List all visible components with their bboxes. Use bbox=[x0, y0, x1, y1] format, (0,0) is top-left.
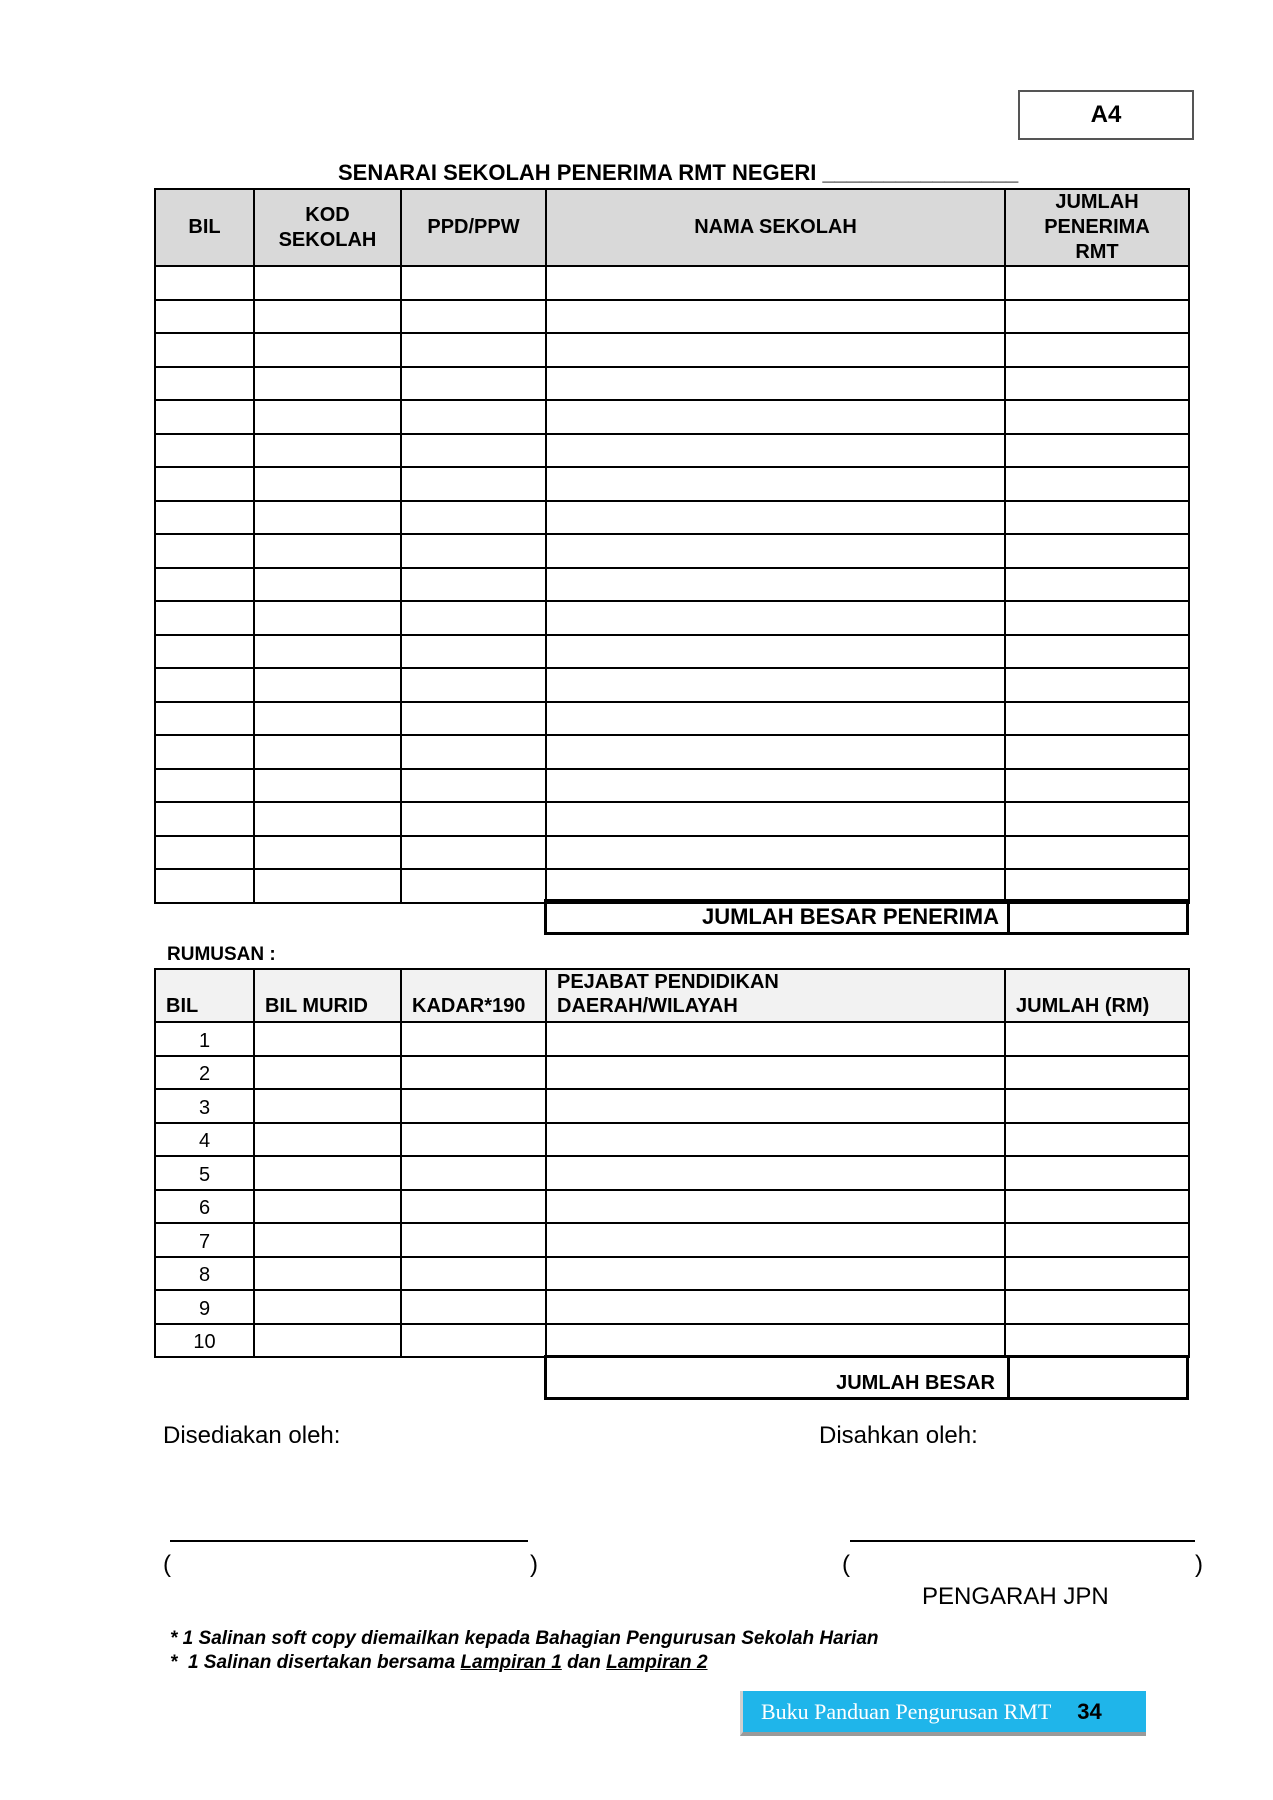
table-cell[interactable] bbox=[401, 601, 546, 635]
table-cell[interactable] bbox=[546, 400, 1005, 434]
summary-cell[interactable] bbox=[1005, 1290, 1189, 1324]
page-number: 34 bbox=[1077, 1698, 1102, 1724]
summary-cell[interactable] bbox=[1005, 1123, 1189, 1157]
table-cell[interactable] bbox=[155, 668, 254, 702]
table-cell[interactable] bbox=[254, 668, 401, 702]
summary-row-number: 3 bbox=[155, 1089, 254, 1123]
footer-banner bbox=[740, 1691, 1146, 1736]
table-cell[interactable] bbox=[155, 735, 254, 769]
summary-row bbox=[155, 1190, 1189, 1224]
table-cell[interactable] bbox=[1005, 367, 1189, 401]
table-cell[interactable] bbox=[546, 367, 1005, 401]
summary-row-number: 8 bbox=[155, 1257, 254, 1291]
summary-cell[interactable] bbox=[1005, 1089, 1189, 1123]
table-cell[interactable] bbox=[1005, 333, 1189, 367]
table-cell[interactable] bbox=[546, 802, 1005, 836]
summary-cell[interactable] bbox=[254, 1190, 401, 1224]
table-cell[interactable] bbox=[254, 501, 401, 535]
note-2-prefix: * 1 Salinan disertakan bersama bbox=[170, 1652, 461, 1673]
summary-cell[interactable] bbox=[401, 1056, 546, 1090]
table-cell[interactable] bbox=[155, 601, 254, 635]
summary-row bbox=[155, 1290, 1189, 1324]
table-cell[interactable] bbox=[546, 836, 1005, 870]
summary-cell[interactable] bbox=[254, 1022, 401, 1056]
summary-header-bil-murid: BIL MURID bbox=[254, 969, 401, 1022]
table-cell[interactable] bbox=[254, 266, 401, 300]
table-cell[interactable] bbox=[254, 568, 401, 602]
header-kod-sekolah: KOD SEKOLAH bbox=[254, 189, 401, 266]
form-code-box bbox=[1018, 90, 1194, 140]
summary-cell[interactable] bbox=[546, 1123, 1005, 1157]
table-cell[interactable] bbox=[155, 501, 254, 535]
table-row bbox=[155, 534, 1189, 568]
table-cell[interactable] bbox=[401, 568, 546, 602]
header-nama-sekolah: NAMA SEKOLAH bbox=[546, 189, 1005, 266]
table-row bbox=[155, 836, 1189, 870]
table-cell[interactable] bbox=[1005, 735, 1189, 769]
summary-cell[interactable] bbox=[546, 1022, 1005, 1056]
table-cell[interactable] bbox=[1005, 434, 1189, 468]
summary-row bbox=[155, 1022, 1189, 1056]
table-cell[interactable] bbox=[546, 300, 1005, 334]
table-cell[interactable] bbox=[546, 467, 1005, 501]
summary-cell[interactable] bbox=[546, 1156, 1005, 1190]
summary-cell[interactable] bbox=[254, 1257, 401, 1291]
summary-cell[interactable] bbox=[546, 1056, 1005, 1090]
table-cell[interactable] bbox=[155, 635, 254, 669]
table-cell[interactable] bbox=[1005, 266, 1189, 300]
summary-cell[interactable] bbox=[254, 1089, 401, 1123]
note-2-mid: dan bbox=[561, 1652, 607, 1673]
summary-cell[interactable] bbox=[254, 1123, 401, 1157]
table-cell[interactable] bbox=[155, 300, 254, 334]
summary-cell[interactable] bbox=[546, 1257, 1005, 1291]
table-row bbox=[155, 467, 1189, 501]
table-cell[interactable] bbox=[1005, 668, 1189, 702]
table-cell[interactable] bbox=[401, 702, 546, 736]
approved-by-close-paren: ) bbox=[1195, 1551, 1203, 1578]
table-cell[interactable] bbox=[401, 400, 546, 434]
summary-table bbox=[154, 968, 1190, 1358]
summary-row bbox=[155, 1089, 1189, 1123]
grand-total-recipients-value[interactable] bbox=[1010, 902, 1186, 932]
table-cell[interactable] bbox=[401, 300, 546, 334]
table-cell[interactable] bbox=[401, 333, 546, 367]
table-cell[interactable] bbox=[155, 568, 254, 602]
table-cell[interactable] bbox=[155, 836, 254, 870]
table-cell[interactable] bbox=[401, 501, 546, 535]
table-cell[interactable] bbox=[254, 802, 401, 836]
table-row bbox=[155, 266, 1189, 300]
summary-cell[interactable] bbox=[401, 1324, 546, 1358]
table-cell[interactable] bbox=[546, 635, 1005, 669]
prepared-by-open-paren: ( bbox=[163, 1551, 171, 1578]
summary-cell[interactable] bbox=[254, 1324, 401, 1358]
table-cell[interactable] bbox=[254, 534, 401, 568]
summary-row-number: 7 bbox=[155, 1223, 254, 1257]
summary-cell[interactable] bbox=[401, 1257, 546, 1291]
summary-cell[interactable] bbox=[254, 1156, 401, 1190]
table-row bbox=[155, 367, 1189, 401]
prepared-by-close-paren: ) bbox=[530, 1551, 538, 1578]
prepared-by-signature-line[interactable] bbox=[170, 1540, 528, 1542]
summary-cell[interactable] bbox=[546, 1190, 1005, 1224]
table-cell[interactable] bbox=[254, 702, 401, 736]
table-cell[interactable] bbox=[1005, 802, 1189, 836]
table-cell[interactable] bbox=[1005, 702, 1189, 736]
table-cell[interactable] bbox=[546, 601, 1005, 635]
summary-header-kadar: KADAR*190 bbox=[401, 969, 546, 1022]
summary-row-number: 4 bbox=[155, 1123, 254, 1157]
table-cell[interactable] bbox=[546, 869, 1005, 903]
table-row bbox=[155, 635, 1189, 669]
table-row bbox=[155, 869, 1189, 903]
table-cell[interactable] bbox=[546, 735, 1005, 769]
table-cell[interactable] bbox=[546, 668, 1005, 702]
table-row bbox=[155, 501, 1189, 535]
summary-cell[interactable] bbox=[254, 1223, 401, 1257]
summary-row-number: 2 bbox=[155, 1056, 254, 1090]
note-2 bbox=[170, 1652, 708, 1674]
summary-cell[interactable] bbox=[546, 1223, 1005, 1257]
table-cell[interactable] bbox=[546, 769, 1005, 803]
table-row bbox=[155, 400, 1189, 434]
summary-cell[interactable] bbox=[401, 1022, 546, 1056]
table-cell[interactable] bbox=[155, 467, 254, 501]
table-row bbox=[155, 300, 1189, 334]
summary-cell[interactable] bbox=[401, 1290, 546, 1324]
table-cell[interactable] bbox=[254, 601, 401, 635]
table-cell[interactable] bbox=[155, 534, 254, 568]
grand-total-value[interactable] bbox=[1010, 1358, 1186, 1397]
summary-cell[interactable] bbox=[1005, 1056, 1189, 1090]
table-cell[interactable] bbox=[254, 400, 401, 434]
table-cell[interactable] bbox=[401, 668, 546, 702]
summary-cell[interactable] bbox=[401, 1089, 546, 1123]
table-cell[interactable] bbox=[401, 266, 546, 300]
school-list-table bbox=[154, 188, 1190, 904]
table-cell[interactable] bbox=[155, 869, 254, 903]
summary-cell[interactable] bbox=[1005, 1257, 1189, 1291]
grand-total-recipients bbox=[544, 899, 1189, 935]
table-cell[interactable] bbox=[401, 802, 546, 836]
lampiran-1-link[interactable]: Lampiran 1 bbox=[460, 1652, 562, 1673]
table-cell[interactable] bbox=[1005, 501, 1189, 535]
footer-text: Buku Panduan Pengurusan RMT bbox=[761, 1698, 1052, 1724]
table-row bbox=[155, 735, 1189, 769]
table-cell[interactable] bbox=[401, 735, 546, 769]
summary-row bbox=[155, 1123, 1189, 1157]
rumusan-label: RUMUSAN : bbox=[167, 944, 276, 965]
table-row bbox=[155, 333, 1189, 367]
table-cell[interactable] bbox=[254, 836, 401, 870]
grand-total bbox=[544, 1355, 1189, 1400]
header-bil: BIL bbox=[155, 189, 254, 266]
summary-cell[interactable] bbox=[546, 1324, 1005, 1358]
table-row bbox=[155, 769, 1189, 803]
table-cell[interactable] bbox=[155, 266, 254, 300]
table-cell[interactable] bbox=[254, 333, 401, 367]
table-cell[interactable] bbox=[254, 300, 401, 334]
table-cell[interactable] bbox=[401, 869, 546, 903]
approved-by-label: Disahkan oleh: bbox=[819, 1422, 978, 1449]
summary-row bbox=[155, 1324, 1189, 1358]
summary-cell[interactable] bbox=[401, 1156, 546, 1190]
table-cell[interactable] bbox=[401, 534, 546, 568]
summary-header-row bbox=[155, 969, 1189, 1022]
summary-cell[interactable] bbox=[1005, 1223, 1189, 1257]
summary-row-number: 10 bbox=[155, 1324, 254, 1358]
summary-cell[interactable] bbox=[546, 1089, 1005, 1123]
summary-cell[interactable] bbox=[1005, 1022, 1189, 1056]
table-cell[interactable] bbox=[1005, 836, 1189, 870]
table-cell[interactable] bbox=[155, 333, 254, 367]
summary-cell[interactable] bbox=[1005, 1324, 1189, 1358]
table-cell[interactable] bbox=[254, 434, 401, 468]
table-row bbox=[155, 802, 1189, 836]
table-cell[interactable] bbox=[254, 467, 401, 501]
note-1: * 1 Salinan soft copy diemailkan kepada Bahagian Pengurusan Sekolah Harian bbox=[170, 1628, 879, 1649]
approved-by-signature-line[interactable] bbox=[850, 1540, 1195, 1542]
table-cell[interactable] bbox=[155, 769, 254, 803]
summary-header-pejabat: PEJABAT PENDIDIKAN DAERAH/WILAYAH bbox=[546, 969, 1005, 1022]
table-cell[interactable] bbox=[254, 869, 401, 903]
table-cell[interactable] bbox=[546, 702, 1005, 736]
table-cell[interactable] bbox=[155, 702, 254, 736]
summary-header-jumlah-rm: JUMLAH (RM) bbox=[1005, 969, 1189, 1022]
header-jumlah-penerima: JUMLAH PENERIMA RMT bbox=[1005, 189, 1189, 266]
table-cell[interactable] bbox=[254, 735, 401, 769]
table-cell[interactable] bbox=[546, 568, 1005, 602]
summary-row bbox=[155, 1257, 1189, 1291]
table-cell[interactable] bbox=[254, 635, 401, 669]
summary-cell[interactable] bbox=[254, 1056, 401, 1090]
table-cell[interactable] bbox=[401, 769, 546, 803]
summary-row-number: 1 bbox=[155, 1022, 254, 1056]
table-cell[interactable] bbox=[401, 467, 546, 501]
table-row bbox=[155, 434, 1189, 468]
table-cell[interactable] bbox=[1005, 568, 1189, 602]
summary-cell[interactable] bbox=[401, 1123, 546, 1157]
summary-cell[interactable] bbox=[1005, 1156, 1189, 1190]
table-cell[interactable] bbox=[546, 266, 1005, 300]
table-cell[interactable] bbox=[1005, 601, 1189, 635]
summary-cell[interactable] bbox=[546, 1290, 1005, 1324]
page-title: SENARAI SEKOLAH PENERIMA RMT NEGERI ________________ bbox=[338, 160, 1019, 185]
table-cell[interactable] bbox=[1005, 300, 1189, 334]
table-cell[interactable] bbox=[155, 802, 254, 836]
table-cell[interactable] bbox=[1005, 534, 1189, 568]
table-cell[interactable] bbox=[401, 635, 546, 669]
summary-row-number: 5 bbox=[155, 1156, 254, 1190]
table-cell[interactable] bbox=[1005, 467, 1189, 501]
table-cell[interactable] bbox=[401, 367, 546, 401]
table-cell[interactable] bbox=[546, 501, 1005, 535]
table-cell[interactable] bbox=[155, 434, 254, 468]
summary-row bbox=[155, 1056, 1189, 1090]
table-cell[interactable] bbox=[546, 434, 1005, 468]
approver-title: PENGARAH JPN bbox=[922, 1583, 1109, 1610]
lampiran-2-link[interactable]: Lampiran 2 bbox=[606, 1652, 708, 1673]
table-cell[interactable] bbox=[155, 367, 254, 401]
table-cell[interactable] bbox=[546, 333, 1005, 367]
prepared-by-label: Disediakan oleh: bbox=[163, 1422, 341, 1449]
table-cell[interactable] bbox=[1005, 635, 1189, 669]
table-row bbox=[155, 702, 1189, 736]
summary-row-number: 9 bbox=[155, 1290, 254, 1324]
summary-cell[interactable] bbox=[1005, 1190, 1189, 1224]
table-header-row bbox=[155, 189, 1189, 266]
table-cell[interactable] bbox=[401, 434, 546, 468]
table-cell[interactable] bbox=[1005, 869, 1189, 903]
table-cell[interactable] bbox=[1005, 400, 1189, 434]
table-cell[interactable] bbox=[155, 400, 254, 434]
table-cell[interactable] bbox=[1005, 769, 1189, 803]
summary-row bbox=[155, 1156, 1189, 1190]
header-ppd-ppw: PPD/PPW bbox=[401, 189, 546, 266]
summary-header-bil: BIL bbox=[155, 969, 254, 1022]
summary-row-number: 6 bbox=[155, 1190, 254, 1224]
summary-cell[interactable] bbox=[254, 1290, 401, 1324]
table-cell[interactable] bbox=[254, 367, 401, 401]
table-row bbox=[155, 568, 1189, 602]
summary-cell[interactable] bbox=[401, 1190, 546, 1224]
approved-by-open-paren: ( bbox=[842, 1551, 850, 1578]
grand-total-label: JUMLAH BESAR bbox=[547, 1358, 1010, 1397]
table-row bbox=[155, 601, 1189, 635]
form-code: A4 bbox=[1090, 101, 1122, 128]
table-row bbox=[155, 668, 1189, 702]
table-cell[interactable] bbox=[546, 534, 1005, 568]
grand-total-recipients-label: JUMLAH BESAR PENERIMA bbox=[547, 902, 1010, 932]
table-cell[interactable] bbox=[401, 836, 546, 870]
summary-row bbox=[155, 1223, 1189, 1257]
summary-cell[interactable] bbox=[401, 1223, 546, 1257]
table-cell[interactable] bbox=[254, 769, 401, 803]
